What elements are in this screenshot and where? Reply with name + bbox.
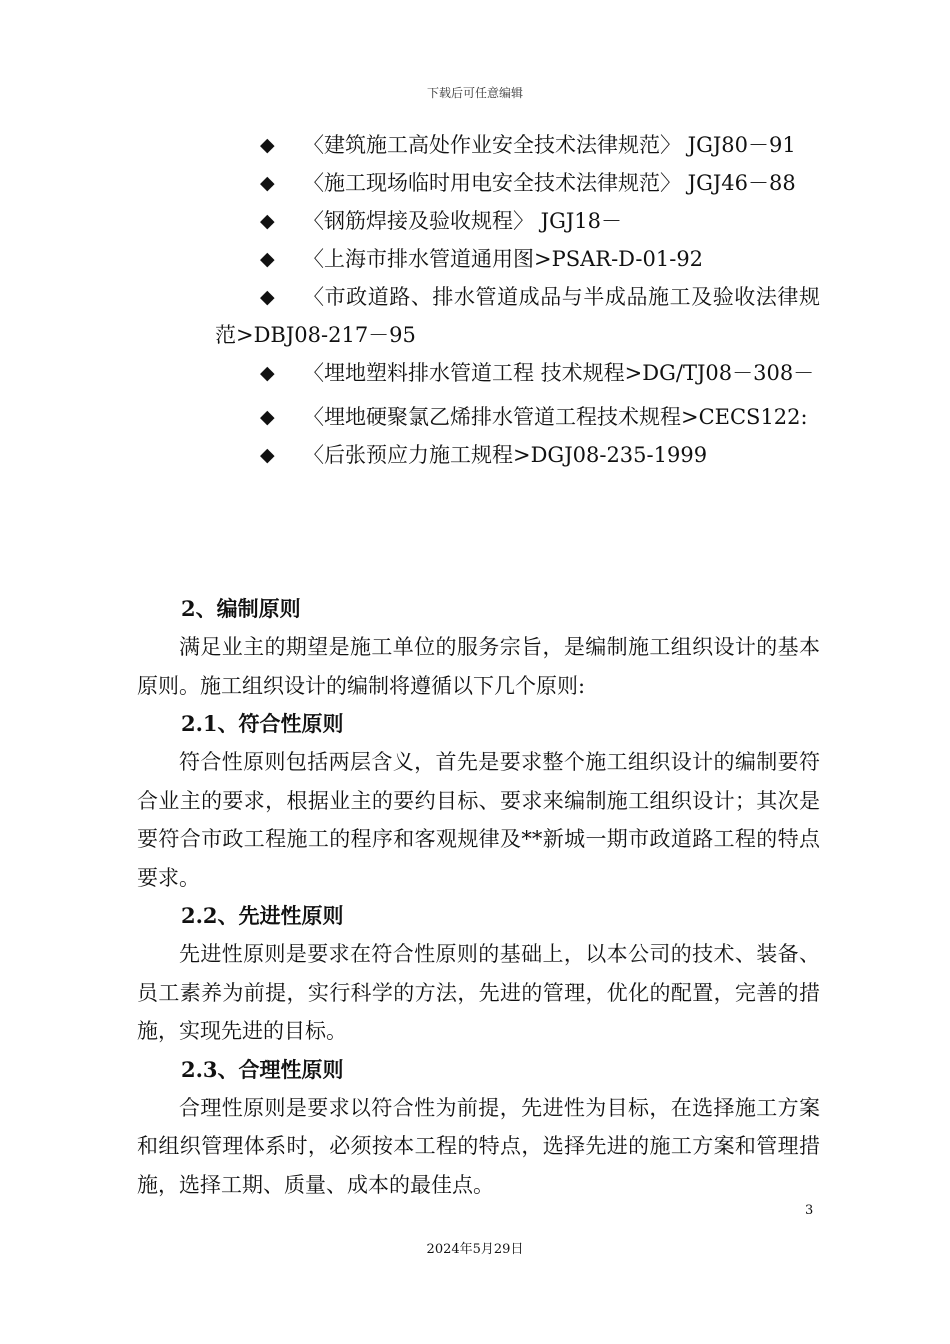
list-item-text: 〈上海市排水管道通用图>PSAR-D-01-92 xyxy=(303,247,704,271)
list-item xyxy=(215,354,820,392)
paragraph: 符合性原则包括两层含义，首先是要求整个施工组织设计的编制要符合业主的要求，根据业主的要约目标、要求来编制施工组织设计；其次是要符合市政工程施工的程序和客观规律及**新城一期市政道路工程的特点要求。 xyxy=(137,750,820,890)
diamond-bullet-icon: ◆ xyxy=(260,134,275,156)
paragraph: 先进性原则是要求在符合性原则的基础上，以本公司的技术、装备、员工素养为前提，实行科学的方法，先进的管理，优化的配置，完善的措施，实现先进的目标。 xyxy=(137,942,820,1043)
diamond-bullet-icon: ◆ xyxy=(260,210,275,232)
list-item xyxy=(215,164,820,202)
standards-list xyxy=(215,126,820,474)
diamond-bullet-icon: ◆ xyxy=(260,406,275,428)
list-item-text: 〈市政道路、排水管道成品与半成品施工及验收法律规范>DBJ08-217－95 xyxy=(215,285,820,347)
list-item xyxy=(215,398,820,436)
list-item-text: 〈钢筋焊接及验收规程〉 JGJ18－ xyxy=(303,209,623,233)
section-heading: 2.2、先进性原则 xyxy=(181,903,344,928)
diamond-bullet-icon: ◆ xyxy=(260,444,275,466)
list-item-text: 〈埋地塑料排水管道工程 技术规程>DG/TJ08－308－ xyxy=(303,361,815,385)
list-item xyxy=(215,436,820,474)
page-header: 下载后可任意编辑 xyxy=(426,86,523,100)
list-item-text: 〈后张预应力施工规程>DGJ08-235-1999 xyxy=(303,443,708,467)
list-item xyxy=(215,202,820,240)
diamond-bullet-icon: ◆ xyxy=(260,362,275,384)
page-number: 3 xyxy=(805,1203,814,1218)
list-item-text: 〈埋地硬聚氯乙烯排水管道工程技术规程>CECS122: xyxy=(303,405,808,429)
diamond-bullet-icon: ◆ xyxy=(260,286,275,308)
list-item xyxy=(215,278,820,354)
paragraph: 合理性原则是要求以符合性为前提，先进性为目标，在选择施工方案和组织管理体系时，必须按本工程的特点，选择先进的施工方案和管理措施，选择工期、质量、成本的最佳点。 xyxy=(137,1095,820,1197)
paragraph: 满足业主的期望是施工单位的服务宗旨，是编制施工组织设计的基本原则。施工组织设计的编制将遵循以下几个原则: xyxy=(137,635,820,698)
list-item-text: 〈施工现场临时用电安全技术法律规范〉 JGJ46－88 xyxy=(303,171,796,195)
document-body xyxy=(137,590,820,1204)
page-footer-date: 2024年5月29日 xyxy=(426,1242,524,1257)
section-heading: 2、编制原则 xyxy=(181,596,301,621)
list-item-text: 〈建筑施工高处作业安全技术法律规范〉 JGJ80－91 xyxy=(303,133,796,157)
list-item xyxy=(215,240,820,278)
section-heading: 2.1、符合性原则 xyxy=(181,711,344,736)
section-heading: 2.3、合理性原则 xyxy=(181,1056,344,1082)
list-item xyxy=(215,126,820,164)
diamond-bullet-icon: ◆ xyxy=(260,248,275,270)
diamond-bullet-icon: ◆ xyxy=(260,172,275,194)
